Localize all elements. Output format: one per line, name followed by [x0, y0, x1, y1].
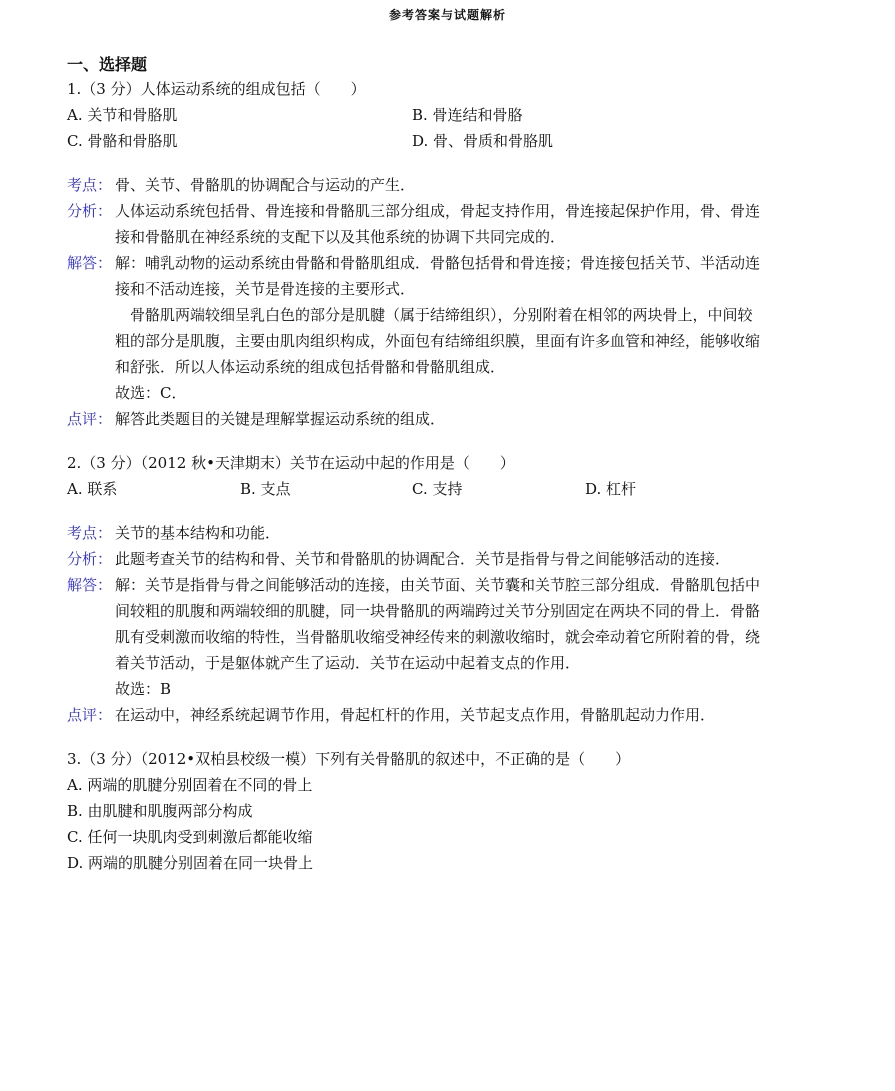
- q1-kaodian: 考点： 骨、关节、骨骼肌的协调配合与运动的产生．: [67, 172, 767, 198]
- question-1-stem: 1.（3 分）人体运动系统的组成包括（ ）: [67, 80, 366, 98]
- fenxi-label: 分析：: [67, 550, 113, 568]
- q2-fenxi: 分析： 此题考查关节的结构和骨、关节和骨骼肌的协调配合．关节是指骨与骨之间能够活动的连接．: [67, 546, 767, 572]
- page-header: 参考答案与试题解析: [388, 8, 506, 22]
- jieda-label: 解答：: [67, 576, 113, 594]
- kaodian-label: 考点：: [67, 176, 113, 194]
- q2-jieda: [67, 572, 767, 702]
- q1-jieda-p2: 骨骼肌两端较细呈乳白色的部分是肌腱（属于结缔组织），分别附着在相邻的两块骨上，中间较粗的部分是肌腹，主要由肌肉组织构成，外面包有结缔组织膜，里面有许多血管和神经，能够收缩和舒张．所以人体运动系统的组成包括骨骼和骨骼肌组成．: [115, 306, 761, 376]
- document-body: [67, 76, 767, 876]
- dianping-label: 点评：: [67, 706, 113, 724]
- q1-option-b: B. 骨连结和骨胳: [412, 106, 523, 124]
- q1-dianping: 点评： 解答此类题目的关键是理解掌握运动系统的组成．: [67, 406, 767, 432]
- kaodian-label: 考点：: [67, 524, 113, 542]
- q2-kaodian: 考点： 关节的基本结构和功能．: [67, 520, 767, 546]
- q1-jieda-p1: 解：哺乳动物的运动系统由骨骼和骨骼肌组成．骨骼包括骨和骨连接；骨连接包括关节、半活动连接和不活动连接，关节是骨连接的主要形式．: [115, 254, 761, 298]
- q1-option-a: A. 关节和骨胳肌: [67, 106, 178, 124]
- q1-fenxi: 分析： 人体运动系统包括骨、骨连接和骨骼肌三部分组成，骨起支持作用，骨连接起保护作用，骨、骨连接和骨骼肌在神经系统的支配下以及其他系统的协调下共同完成的．: [67, 198, 767, 250]
- q2-dianping: 点评： 在运动中，神经系统起调节作用，骨起杠杆的作用，关节起支点作用，骨骼肌起动力作用．: [67, 702, 767, 728]
- q3-option-d: D. 两端的肌腱分别固着在同一块骨上: [67, 854, 314, 872]
- question-2-options-row: [67, 476, 767, 502]
- q3-option-a: A. 两端的肌腱分别固着在不同的骨上: [67, 776, 313, 794]
- q2-option-c: C. 支持: [412, 480, 463, 498]
- q3-option-b: B. 由肌腱和肌腹两部分构成: [67, 802, 253, 820]
- question-2-stem: 2.（3 分）（2012 秋•天津期末）关节在运动中起的作用是（ ）: [67, 454, 515, 472]
- q2-option-a: A. 联系: [67, 480, 118, 498]
- q2-jieda-p1: 解：关节是指骨与骨之间能够活动的连接，由关节面、关节囊和关节腔三部分组成．骨骼肌包括中间较粗的肌腹和两端较细的肌腱，同一块骨骼肌的两端跨过关节分别固定在两块不同的骨上．骨骼肌有受刺激而收缩的特性，当骨骼肌收缩受神经传来的刺激收缩时，就会牵动着它所附着的骨，绕着关节活动，于是躯体就产生了运动．关节在运动中起着支点的作用．: [115, 576, 761, 672]
- q2-option-d: D. 杠杆: [585, 480, 637, 498]
- section-title: 一、选择题: [67, 55, 148, 74]
- q2-answer: 故选：B: [115, 680, 172, 698]
- fenxi-label: 分析：: [67, 202, 113, 220]
- q1-option-d: D. 骨、骨质和骨胳肌: [412, 132, 554, 150]
- question-1-options-row-2: [67, 128, 767, 154]
- dianping-label: 点评：: [67, 410, 113, 428]
- question-3-stem: 3.（3 分）（2012•双柏县校级一模）下列有关骨骼肌的叙述中，不正确的是（ ）: [67, 750, 631, 768]
- q3-option-c: C. 任何一块肌肉受到刺激后都能收缩: [67, 828, 313, 846]
- jieda-label: 解答：: [67, 254, 113, 272]
- question-1-options-row-1: [67, 102, 767, 128]
- q1-answer: 故选：C．: [115, 384, 187, 402]
- q1-jieda: [67, 250, 767, 406]
- q1-option-c: C. 骨骼和骨胳肌: [67, 132, 178, 150]
- q2-option-b: B. 支点: [240, 480, 291, 498]
